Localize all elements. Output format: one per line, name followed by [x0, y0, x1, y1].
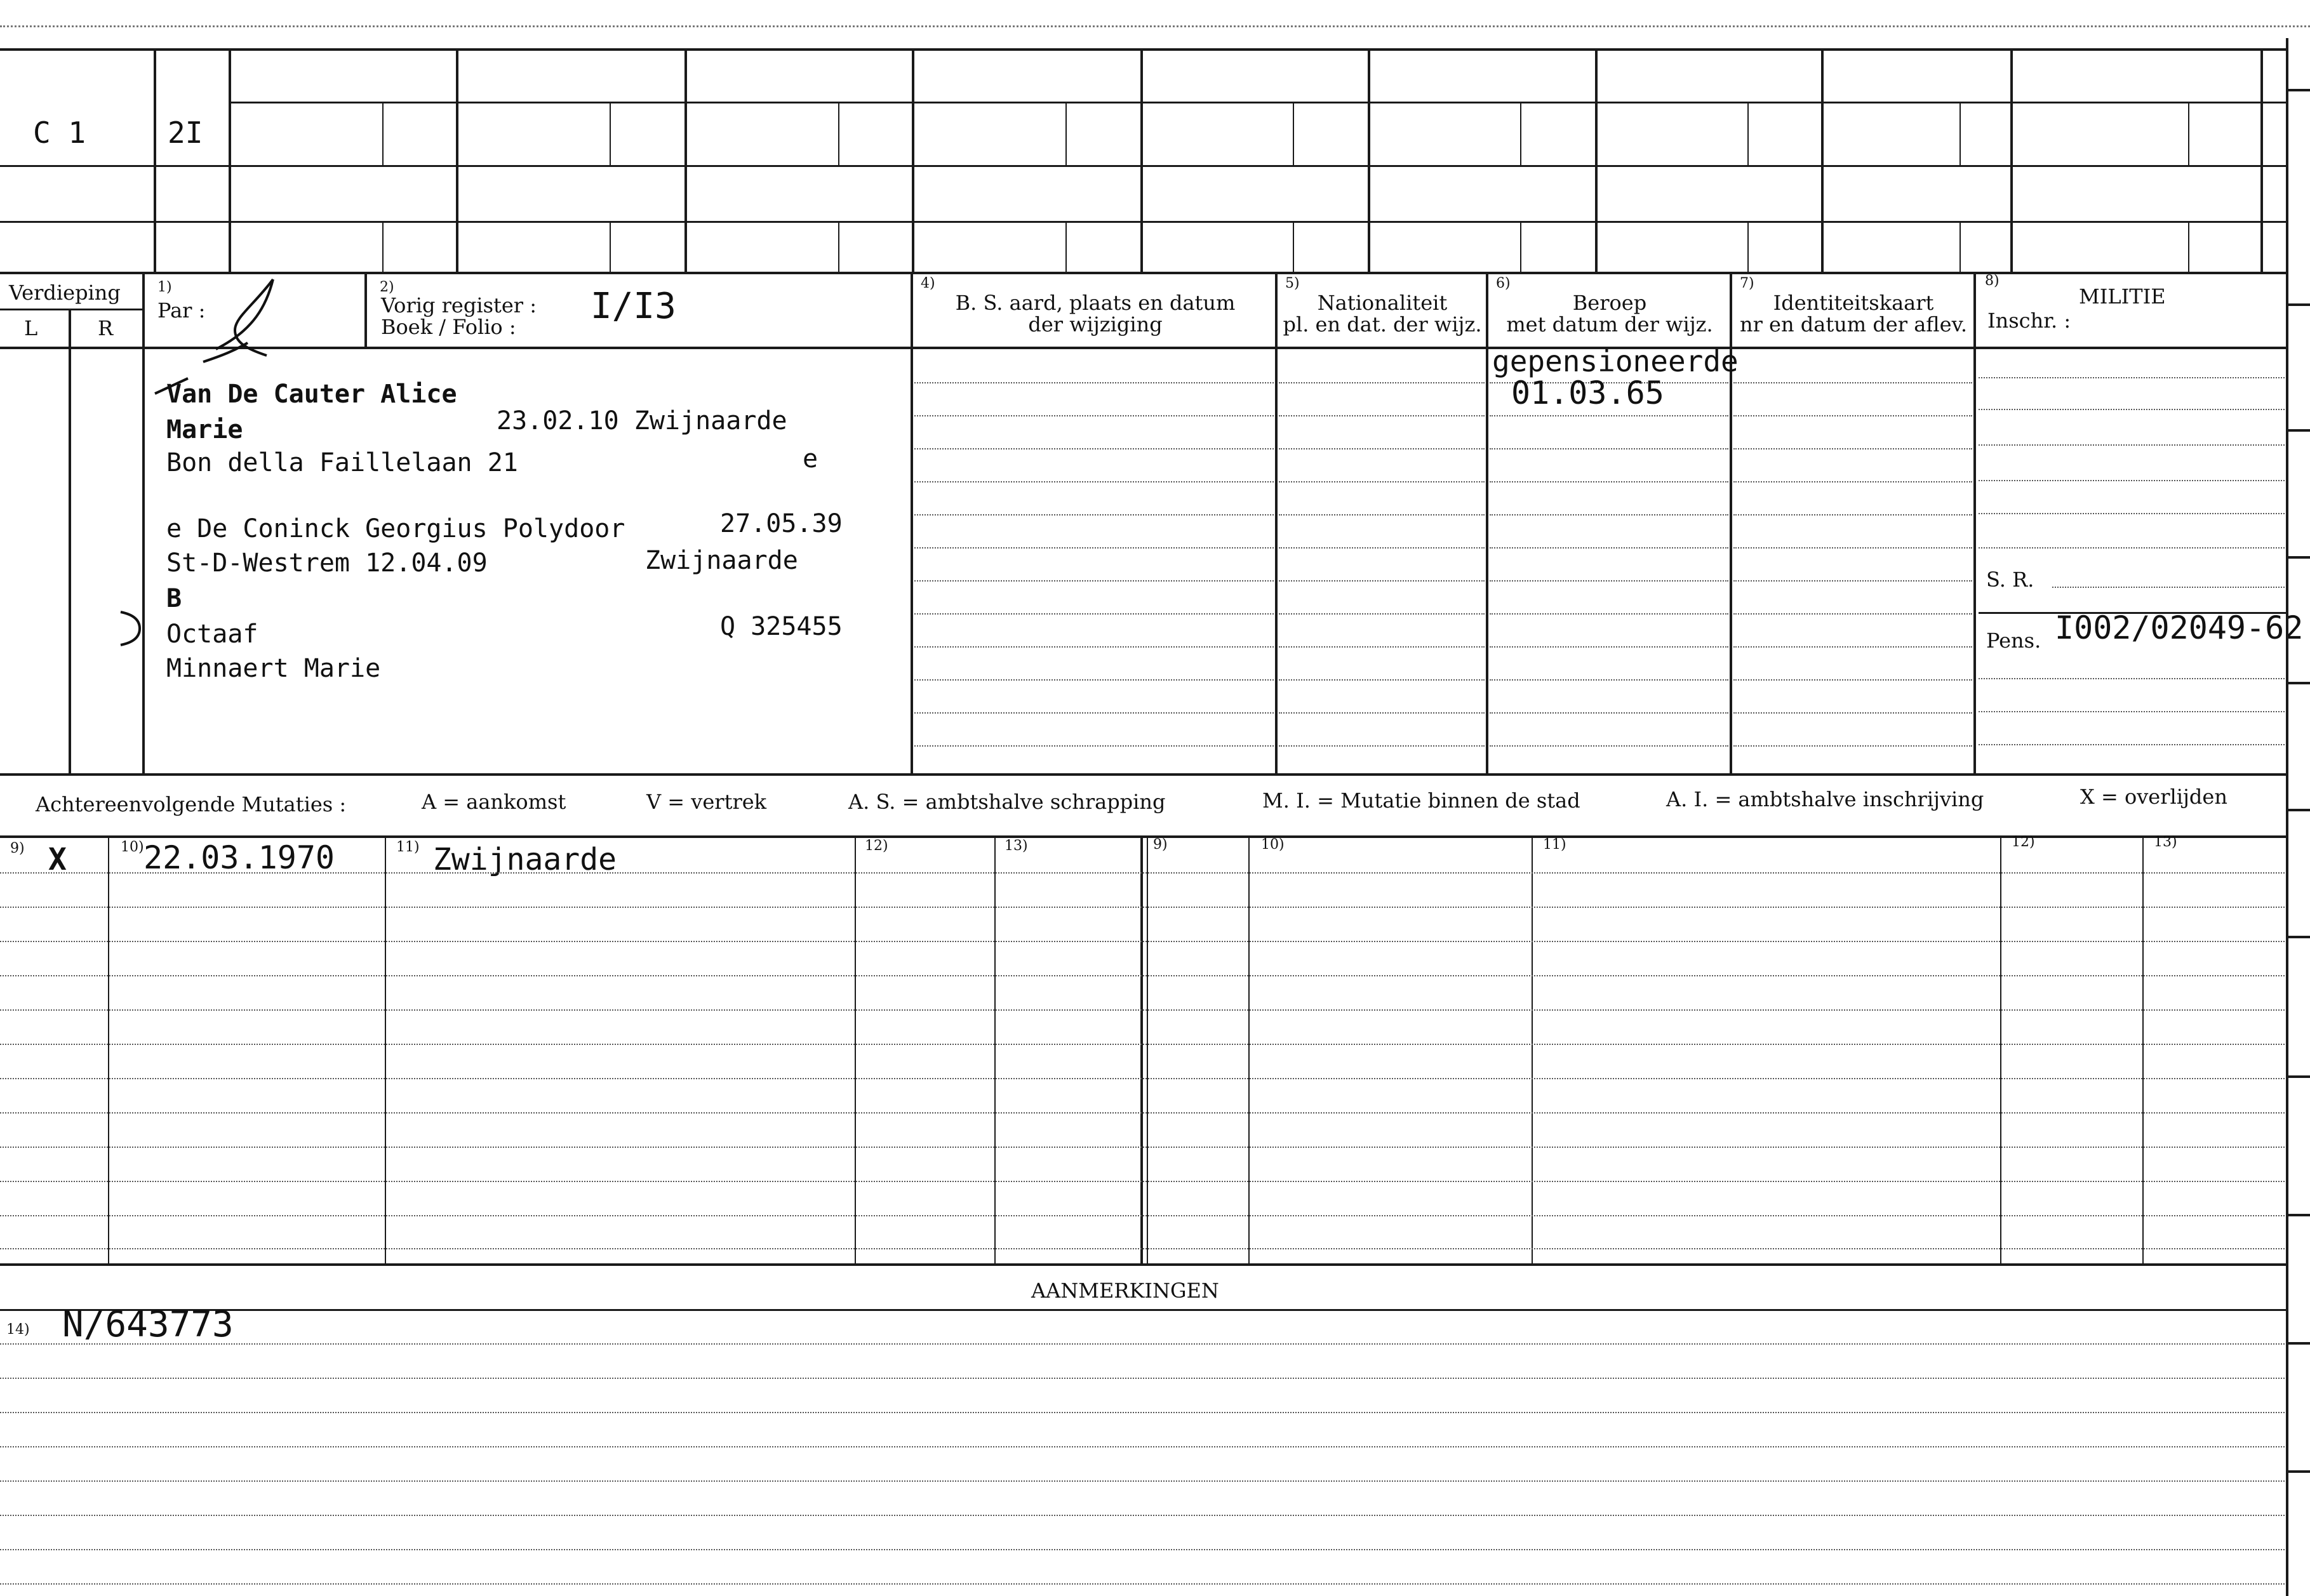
top-grid-sub [382, 102, 384, 165]
nat-num: 5) [1285, 276, 1300, 291]
top-grid-sub [1520, 102, 1521, 165]
top-grid-sub [382, 221, 384, 272]
top-grid-col [456, 48, 458, 272]
top-grid-col [229, 48, 231, 272]
spouse-date: 27.05.39 [720, 509, 843, 538]
top-grid-line [0, 48, 2287, 51]
mut-col [855, 835, 856, 1263]
top-code-left: C 1 [33, 116, 86, 150]
top-grid-sub [1959, 102, 1961, 165]
top-grid-line [0, 165, 2287, 167]
top-grid-sub [1065, 102, 1067, 165]
mut-num-11b: 11) [1543, 837, 1566, 853]
person-line6: B [166, 584, 182, 613]
top-grid-sub [1747, 221, 1749, 272]
top-grid-sub [1959, 221, 1961, 272]
mut-num-13b: 13) [2154, 834, 2177, 850]
person-address: Bon della Faillelaan 21 [166, 448, 518, 477]
mut-num-13: 13) [1005, 838, 1028, 854]
top-grid-col [2010, 48, 2013, 272]
sr-label: S. R. [1986, 568, 2034, 592]
mut-num-9b: 9) [1153, 837, 1168, 853]
top-grid-sub [838, 102, 839, 165]
top-grid-sub [1520, 221, 1521, 272]
top-grid-col [1821, 48, 1824, 272]
mut-num-12: 12) [865, 838, 888, 854]
nat-header-line2: pl. en dat. der wijz. [1283, 312, 1482, 336]
top-grid-sub [610, 102, 611, 165]
boek-folio-label: Boek / Folio : [381, 315, 516, 339]
legend-ai: A. I. = ambtshalve inschrijving [1666, 787, 1984, 811]
top-grid-sub [1293, 221, 1294, 272]
pens-value: I002/02049-62 [2055, 609, 2304, 646]
inschr-label: Inschr. : [1987, 309, 2071, 333]
pens-label: Pens. [1986, 628, 2041, 653]
nat-header-line1: Nationaliteit [1317, 291, 1448, 315]
col-divider [1275, 272, 1278, 775]
verdieping-label: Verdieping [9, 281, 121, 305]
top-grid-col [912, 48, 914, 272]
verdieping-sub-line [0, 309, 142, 310]
vorig-register-value: I/I3 [591, 286, 676, 327]
top-grid-col [1140, 48, 1143, 272]
top-grid-col [684, 48, 687, 272]
bs-num: 4) [921, 276, 935, 291]
l-label: L [24, 316, 38, 340]
par-label: Par : [157, 298, 206, 323]
mut-num-12b: 12) [2012, 834, 2035, 850]
aanmerkingen-line [0, 1309, 2287, 1311]
par-num: 1) [157, 279, 172, 295]
top-grid-sub [610, 221, 611, 272]
header-bottom-line [0, 347, 2287, 349]
strike-mark [152, 362, 190, 400]
beroep-num: 6) [1496, 276, 1511, 291]
top-grid-sub [1065, 221, 1067, 272]
top-grid-line [0, 221, 2287, 223]
vorig-register-label: Vorig register : [381, 293, 537, 317]
top-grid-sub [2188, 221, 2189, 272]
aanmerkingen-num: 14) [6, 1322, 30, 1338]
top-code-right: 2I [168, 116, 203, 150]
mut-num-11: 11) [396, 839, 420, 855]
beroep-header-line1: Beroep [1572, 291, 1647, 315]
id-header-line2: nr en datum der aflev. [1739, 312, 1968, 336]
top-grid-col [1595, 48, 1598, 272]
col-divider [142, 272, 145, 775]
person-name: Van De Cauter Alice [166, 380, 457, 409]
top-grid-line [0, 272, 2287, 274]
col-divider [911, 272, 913, 775]
top-grid-col [1368, 48, 1370, 272]
person-address-mark: e [803, 444, 818, 474]
spouse-name: e De Coninck Georgius Polydoor [166, 514, 625, 543]
mutaties-top-line [0, 773, 2287, 776]
spouse-place: Zwijnaarde [645, 546, 798, 575]
mutatie-type: X [48, 842, 67, 877]
top-grid-sub [1293, 102, 1294, 165]
legend-v: V = vertrek [646, 790, 767, 814]
mut-num-10b: 10) [1261, 837, 1285, 853]
mut-col [994, 835, 996, 1263]
militie-label: MILITIE [2079, 284, 2166, 309]
vorig-num: 2) [380, 279, 394, 295]
mut-col [1532, 835, 1533, 1263]
top-grid-sub [1747, 102, 1749, 165]
spouse-birth: St-D-Westrem 12.04.09 [166, 549, 488, 578]
legend-mi: M. I. = Mutatie binnen de stad [1262, 788, 1580, 813]
mutatie-place: Zwijnaarde [433, 842, 617, 877]
id-header-line1: Identiteitskaart [1773, 291, 1934, 315]
col-divider [1486, 272, 1488, 775]
mother-name: Minnaert Marie [166, 654, 381, 683]
legend-a: A = aankomst [422, 790, 566, 814]
person-firstname: Marie [166, 415, 243, 444]
mutaties-table-bottom [0, 1263, 2287, 1266]
mutaties-title: Achtereenvolgende Mutaties : [36, 792, 347, 816]
legend-x: X = overlijden [2080, 785, 2227, 809]
col-divider [69, 309, 71, 775]
person-birth: 23.02.10 Zwijnaarde [497, 406, 787, 436]
top-paper-edge [0, 25, 2310, 27]
r-label: R [98, 316, 114, 340]
mut-col [385, 835, 386, 1263]
mut-col [108, 835, 109, 1263]
col-divider [364, 272, 367, 347]
father-name: Octaaf [166, 620, 258, 649]
beroep-value: gepensioneerde [1492, 344, 1739, 378]
mut-col [2000, 835, 2001, 1263]
mutaties-table-top [0, 835, 2287, 838]
militie-num: 8) [1985, 273, 2000, 289]
mut-col-mid [1140, 835, 1143, 1263]
mut-num-9: 9) [10, 841, 25, 856]
bracket-mark [114, 609, 146, 648]
col-divider [1973, 272, 1976, 775]
mut-num-10: 10) [121, 839, 144, 855]
bs-header-line1: B. S. aard, plaats en datum [955, 291, 1236, 315]
aanmerkingen-title: AANMERKINGEN [1031, 1279, 1219, 1303]
id-num: 7) [1740, 276, 1754, 291]
par-signature-mark [197, 267, 292, 368]
legend-as: A. S. = ambtshalve schrapping [848, 790, 1166, 814]
bs-header-line2: der wijziging [1028, 312, 1163, 336]
right-edge [2286, 38, 2288, 1596]
mutatie-date: 22.03.1970 [144, 839, 335, 876]
top-grid-sub [838, 221, 839, 272]
top-grid-sub [2188, 102, 2189, 165]
mut-col-mid2 [1147, 835, 1148, 1263]
id-number: Q 325455 [720, 612, 843, 641]
top-grid-col [2260, 48, 2263, 272]
mut-col [2142, 835, 2144, 1263]
top-grid-line [229, 102, 2287, 103]
beroep-header-line2: met datum der wijz. [1506, 312, 1713, 336]
mut-col [1248, 835, 1250, 1263]
aanmerkingen-value: N/643773 [62, 1304, 234, 1345]
beroep-date: 01.03.65 [1511, 375, 1664, 411]
top-grid-col [154, 48, 156, 272]
sr-line [2052, 587, 2287, 588]
